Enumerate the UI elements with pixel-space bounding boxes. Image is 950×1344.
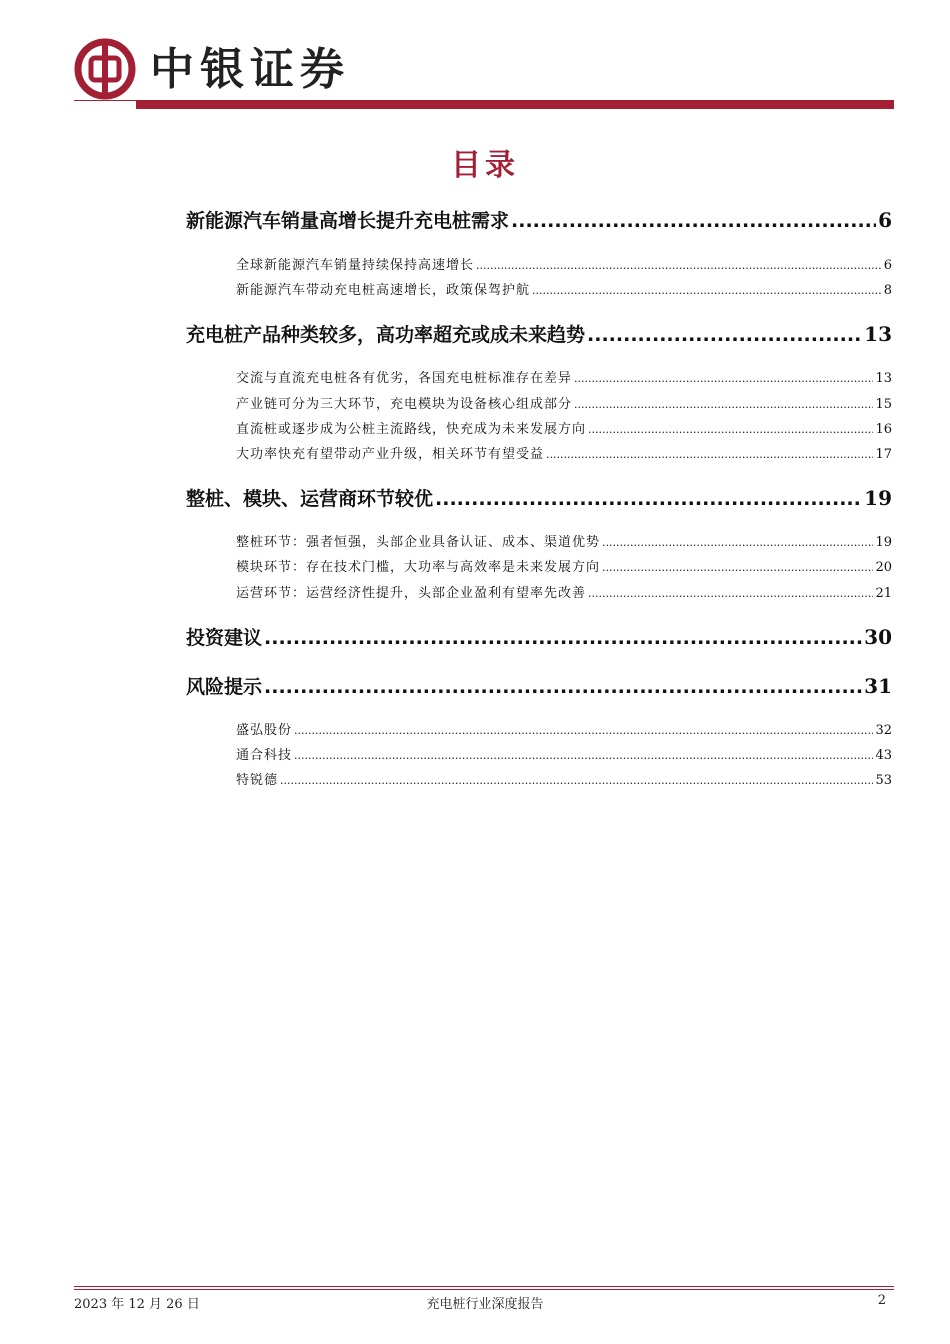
dot-leader	[587, 324, 862, 346]
toc-item-label: 全球新能源汽车销量持续保持高速增长	[236, 258, 475, 273]
toc-item[interactable]	[236, 744, 892, 763]
toc-item[interactable]	[236, 719, 892, 738]
toc-item[interactable]	[236, 443, 892, 462]
toc-item-label: 模块环节：存在技术门槛，大功率与高效率是未来发展方向	[236, 560, 601, 575]
dot-leader	[435, 488, 862, 510]
toc-item[interactable]	[236, 418, 892, 437]
dot-leader	[532, 284, 882, 297]
toc-section-page: 19	[864, 486, 892, 510]
toc-section-1[interactable]	[186, 206, 892, 233]
toc-section-3[interactable]	[186, 484, 892, 511]
toc-item-label: 大功率快充有望带动产业升级，相关环节有望受益	[236, 447, 545, 462]
dot-leader	[264, 676, 862, 698]
header-rule	[136, 101, 894, 109]
toc-item-label: 产业链可分为三大环节，充电模块为设备核心组成部分	[236, 397, 573, 412]
footer-date: 2023 年 12 月 26 日	[74, 1297, 200, 1312]
toc-item-page: 43	[875, 748, 892, 763]
toc-item-page: 53	[875, 773, 892, 788]
toc-item-label: 通合科技	[236, 748, 293, 763]
toc-item-page: 17	[875, 447, 892, 462]
toc-item-page: 6	[883, 258, 892, 273]
dot-leader	[264, 627, 862, 649]
toc-section-page: 6	[878, 208, 892, 232]
toc-title: 目录	[451, 148, 519, 183]
dot-leader	[588, 423, 873, 436]
toc-section-5[interactable]	[186, 672, 892, 699]
toc-item[interactable]	[236, 254, 892, 273]
toc-item-page: 8	[883, 283, 892, 298]
footer-rule	[74, 1286, 894, 1287]
toc-item-page: 32	[875, 723, 892, 738]
dot-leader	[602, 561, 873, 574]
footer-rule	[74, 1289, 894, 1290]
toc-item-label: 盛弘股份	[236, 723, 293, 738]
toc-item[interactable]	[236, 582, 892, 601]
toc-section-label: 整桩、模块、运营商环节较优	[186, 488, 434, 510]
toc-item[interactable]	[236, 556, 892, 575]
dot-leader	[280, 774, 873, 787]
toc-section-page: 30	[864, 625, 892, 649]
toc-section-2[interactable]	[186, 320, 892, 347]
footer-page-number: 2	[877, 1293, 886, 1308]
dot-leader	[602, 536, 873, 549]
toc-item-label: 特锐德	[236, 773, 279, 788]
dot-leader	[511, 210, 876, 232]
toc-item[interactable]	[236, 393, 892, 412]
toc-item-page: 19	[875, 535, 892, 550]
dot-leader	[546, 448, 873, 461]
toc-item-label: 整桩环节：强者恒强，头部企业具备认证、成本、渠道优势	[236, 535, 601, 550]
toc-section-page: 31	[864, 674, 892, 698]
dot-leader	[476, 259, 882, 272]
dot-leader	[294, 749, 873, 762]
toc-section-4[interactable]	[186, 623, 892, 650]
toc-item-page: 21	[875, 586, 892, 601]
toc-item-label: 直流桩或逐步成为公桩主流路线，快充成为未来发展方向	[236, 422, 587, 437]
dot-leader	[588, 587, 873, 600]
bank-of-china-logo-icon	[74, 38, 136, 100]
dot-leader	[574, 398, 873, 411]
toc-item-page: 20	[875, 560, 892, 575]
brand-name: 中银证券	[150, 44, 350, 95]
toc-item-page: 15	[875, 397, 892, 412]
toc-section-label: 风险提示	[186, 676, 263, 698]
toc-item[interactable]	[236, 279, 892, 298]
toc-section-label: 充电桩产品种类较多，高功率超充或成未来趋势	[186, 324, 586, 346]
header	[74, 36, 894, 100]
toc-item-label: 运营环节：运营经济性提升，头部企业盈利有望率先改善	[236, 586, 587, 601]
dot-leader	[294, 724, 873, 737]
toc-item-label: 交流与直流充电桩各有优劣，各国充电桩标准存在差异	[236, 371, 573, 386]
toc-item-page: 16	[875, 422, 892, 437]
toc-item-label: 新能源汽车带动充电桩高速增长，政策保驾护航	[236, 283, 531, 298]
footer-report-title: 充电桩行业深度报告	[426, 1297, 544, 1312]
toc-section-label: 新能源汽车销量高增长提升充电桩需求	[186, 210, 510, 232]
toc-item[interactable]	[236, 531, 892, 550]
toc-item-page: 13	[875, 371, 892, 386]
toc-section-label: 投资建议	[186, 627, 263, 649]
dot-leader	[574, 372, 873, 385]
toc-item[interactable]	[236, 769, 892, 788]
toc-item[interactable]	[236, 367, 892, 386]
toc-section-page: 13	[864, 322, 892, 346]
